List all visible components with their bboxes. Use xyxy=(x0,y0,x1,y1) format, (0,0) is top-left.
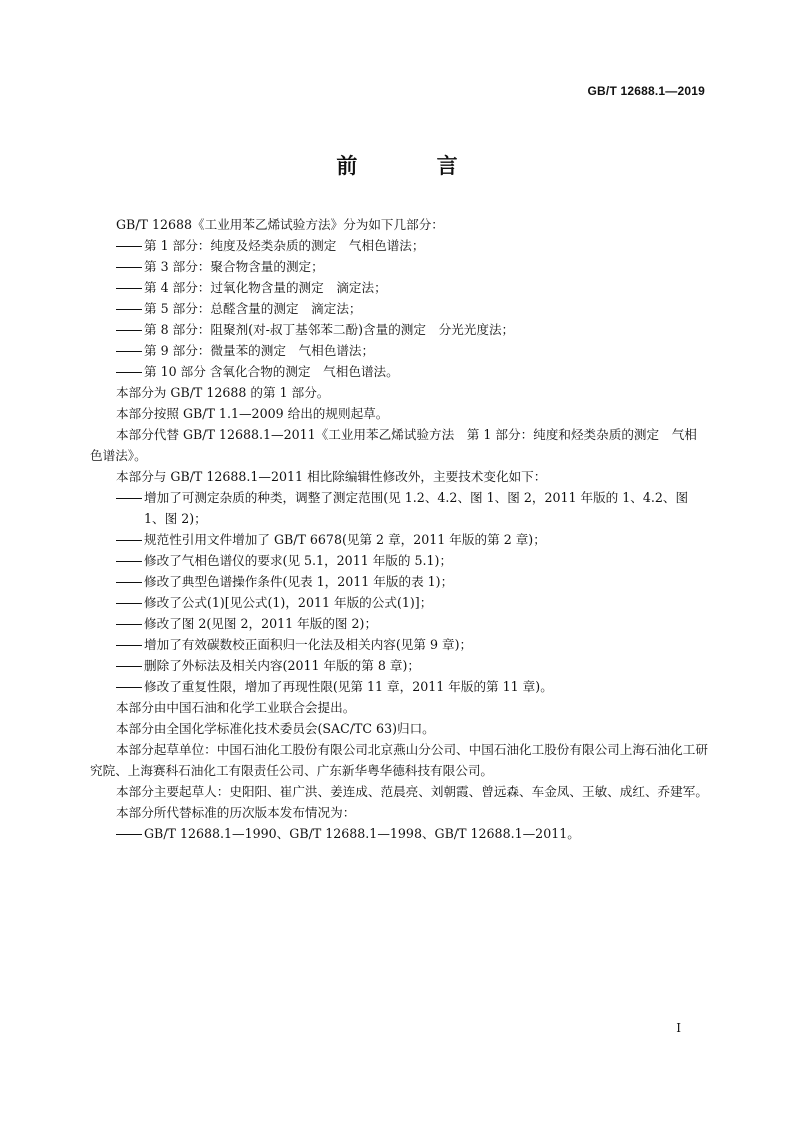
list-item: 规范性引用文件增加了 GB/T 6678(见第 2 章，2011 年版的第 2 章)； xyxy=(90,529,708,550)
list-item: 修改了气相色谱仪的要求(见 5.1，2011 年版的 5.1)； xyxy=(90,550,708,571)
list-item: 第 5 部分：总醛含量的测定 滴定法； xyxy=(90,298,708,319)
list-item: 修改了图 2(见图 2，2011 年版的图 2)； xyxy=(90,613,708,634)
paragraph: 本部分由全国化学标准化技术委员会(SAC/TC 63)归口。 xyxy=(116,721,435,736)
paragraph: 本部分与 GB/T 12688.1—2011 相比除编辑性修改外，主要技术变化如下： xyxy=(116,469,547,484)
list-item: 第 1 部分：纯度及烃类杂质的测定 气相色谱法； xyxy=(90,235,708,256)
em-dash-bullet xyxy=(116,571,144,592)
standard-code: GB/T 12688.1—2019 xyxy=(587,84,705,98)
em-dash-bullet xyxy=(116,676,144,697)
em-dash-bullet xyxy=(116,550,144,571)
paragraph: 本部分所代替标准的历次版本发布情况为： xyxy=(116,805,356,820)
list-item: 删除了外标法及相关内容(2011 年版的第 8 章)； xyxy=(90,655,708,676)
paragraph: 本部分主要起草人：史阳阳、崔广洪、姜连成、范晨亮、刘朝霞、曾远森、车金凤、王敏、成红、乔建军。 xyxy=(116,784,708,799)
paragraph: 本部分起草单位：中国石油化工股份有限公司北京燕山分公司、中国石油化工股份有限公司上海石油化工研究院、上海赛科石油化工有限责任公司、广东新华粤华德科技有限公司。 xyxy=(90,742,708,778)
em-dash-bullet xyxy=(116,340,144,361)
list-item: 第 10 部分 含氧化合物的测定 气相色谱法。 xyxy=(90,361,708,382)
list-item: 第 9 部分：微量苯的测定 气相色谱法； xyxy=(90,340,708,361)
list-item: 修改了重复性限，增加了再现性限(见第 11 章，2011 年版的第 11 章)。 xyxy=(90,676,708,697)
em-dash-bullet xyxy=(116,256,144,277)
page-title: 前 言 xyxy=(336,153,494,178)
list-item: 第 8 部分：阻聚剂(对-叔丁基邻苯二酚)含量的测定 分光光度法； xyxy=(90,319,708,340)
em-dash-bullet xyxy=(116,613,144,634)
list-item: 修改了典型色谱操作条件(见表 1，2011 年版的表 1)； xyxy=(90,571,708,592)
em-dash-bullet xyxy=(116,319,144,340)
em-dash-bullet xyxy=(116,277,144,298)
page-number: I xyxy=(676,1021,681,1035)
foreword-body xyxy=(90,214,708,844)
paragraph: GB/T 12688《工业用苯乙烯试验方法》分为如下几部分： xyxy=(116,217,444,232)
list-item: 增加了有效碳数校正面积归一化法及相关内容(见第 9 章)； xyxy=(90,634,708,655)
list-item: 修改了公式(1)[见公式(1)，2011 年版的公式(1)]； xyxy=(90,592,708,613)
em-dash-bullet xyxy=(116,529,144,550)
list-item: 第 3 部分：聚合物含量的测定； xyxy=(90,256,708,277)
em-dash-bullet xyxy=(116,592,144,613)
em-dash-bullet xyxy=(116,487,144,508)
paragraph: 本部分为 GB/T 12688 的第 1 部分。 xyxy=(116,385,330,400)
em-dash-bullet xyxy=(116,655,144,676)
em-dash-bullet xyxy=(116,823,144,844)
list-item: GB/T 12688.1—1990、GB/T 12688.1—1998、GB/T 12688.1—2011。 xyxy=(90,823,708,844)
em-dash-bullet xyxy=(116,634,144,655)
paragraph: 本部分由中国石油和化学工业联合会提出。 xyxy=(116,700,356,715)
list-item: 增加了可测定杂质的种类，调整了测定范围(见 1.2、4.2、图 1、图 2，2011 年版的 1、4.2、图 1、图 2)； xyxy=(90,487,708,529)
em-dash-bullet xyxy=(116,298,144,319)
paragraph: 本部分代替 GB/T 12688.1—2011《工业用苯乙烯试验方法 第 1 部分：纯度和烃类杂质的测定 气相色谱法》。 xyxy=(90,427,697,463)
list-item: 第 4 部分：过氧化物含量的测定 滴定法； xyxy=(90,277,708,298)
em-dash-bullet xyxy=(116,235,144,256)
em-dash-bullet xyxy=(116,361,144,382)
paragraph: 本部分按照 GB/T 1.1—2009 给出的规则起草。 xyxy=(116,406,389,421)
